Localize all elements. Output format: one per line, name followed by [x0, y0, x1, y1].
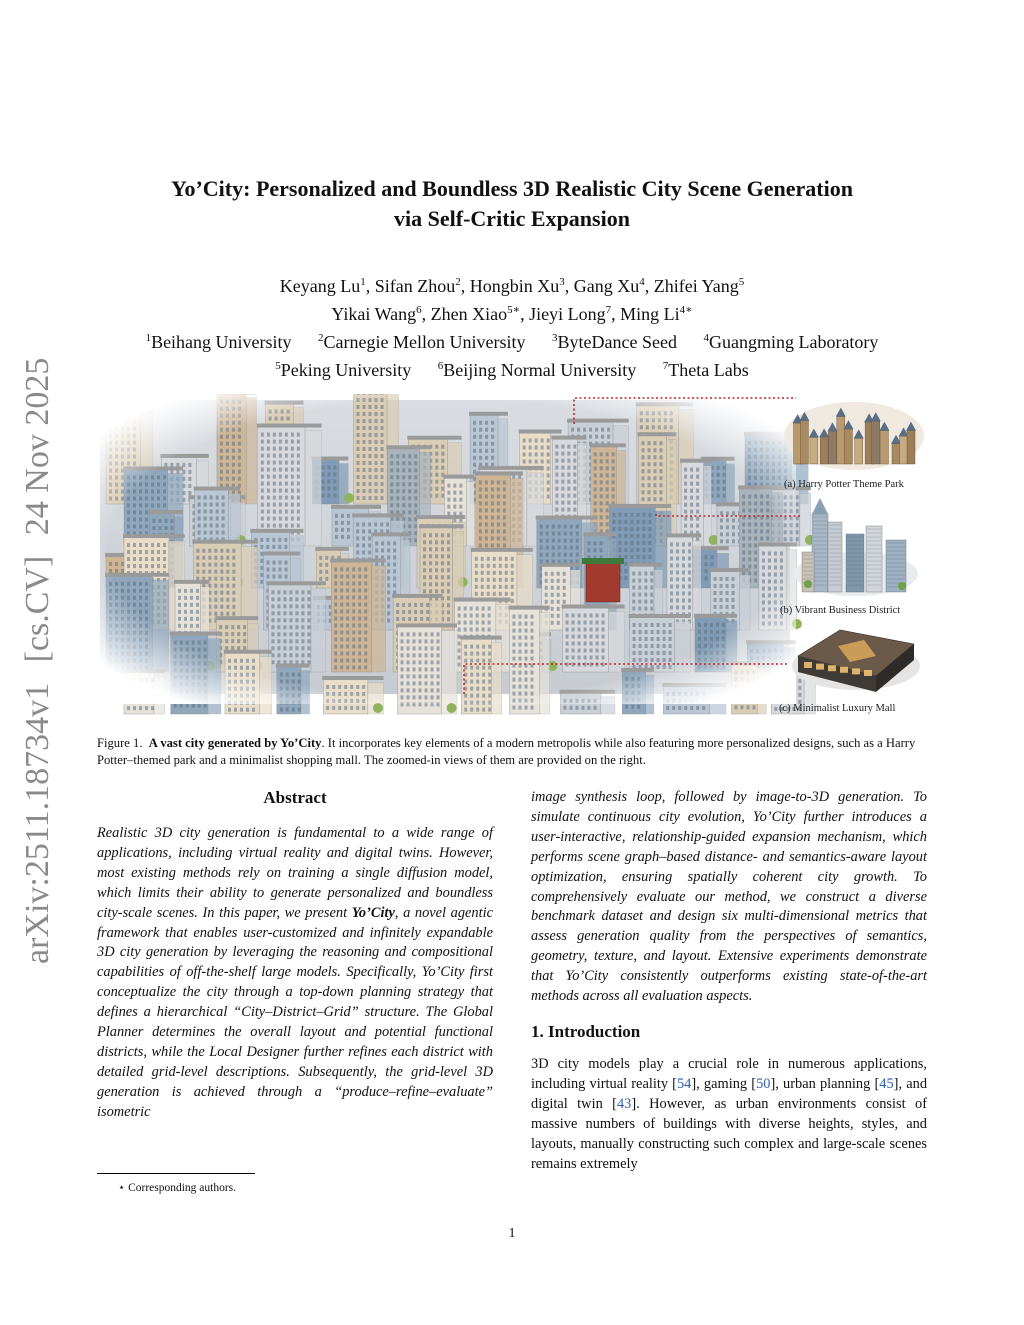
skyscraper	[812, 514, 828, 592]
affil-sup: 2	[318, 332, 324, 344]
author: Gang Xu	[573, 276, 640, 296]
abstract-span: , a novel agentic framework that enables user-customized and infinitely expandable 3D city generation by leveraging the reasoning and compositional capabilities of off-the-shelf large models. Specifically, Yo’City first conceptualize the city through a top-down planning strategy that defines a hierarchical “City–District–Grid” structure. The Global Planner determines the overall layout and potential functional districts, while the Local Designer further refines each district with detailed grid-level descriptions. Subsequently, the grid-level 3D generation is achieved through a “produce–refine–evaluate” isometric	[97, 904, 494, 1120]
inset-label-b: (b) Vibrant Business District	[780, 605, 901, 616]
affiliation: ByteDance Seed	[557, 332, 677, 352]
intro-span: ]. However, as urban environments consist of massive numbers of buildings with diverse heights, styles, and layouts, manually constructing such complex and large-scale scenes remains extremely	[531, 1095, 927, 1172]
author-sup: 2	[455, 276, 461, 288]
affiliation: Guangming Laboratory	[708, 332, 879, 352]
affiliation: Beihang University	[151, 332, 292, 352]
castle-tower	[843, 420, 853, 464]
intro-span: 3D city models play a crucial role in numerous applications, including virtual reality [	[531, 1055, 927, 1092]
figure-1-caption	[97, 735, 927, 769]
mall-window	[840, 667, 848, 673]
page-number: 1	[508, 1226, 516, 1241]
castle-tower	[879, 422, 889, 464]
author-sup: 4∗	[679, 304, 693, 316]
affiliation-line-1	[90, 326, 934, 354]
author: Zhifei Yang	[653, 276, 739, 296]
affil-sup: 6	[437, 360, 444, 372]
skyscraper	[828, 522, 842, 592]
author: Hongbin Xu	[469, 276, 560, 296]
caption-bold: A vast city generated by Yo’City	[148, 736, 322, 750]
author-sup: 3	[559, 276, 565, 288]
affiliation: Beijing Normal University	[443, 360, 637, 380]
mall-window	[864, 670, 872, 676]
author-line-2: Yikai Wang$^6$, Zhen Xiao$^{5∗}$, Jieyi Long$^7$, Ming $Li^{4∗}$	[331, 304, 693, 324]
author-sup: 5	[738, 276, 745, 288]
author-sup: 1	[360, 276, 366, 288]
caption-text: . It incorporates key elements of a modern metropolis while also featuring more personalized designs, such as a Harry Potter–themed park and a minimalist shopping mall. The zoomed-in views of them are provided on the right.	[97, 736, 916, 767]
skyscraper	[846, 534, 864, 592]
affiliation-line-2	[90, 354, 934, 382]
author: Jieyi Long	[529, 304, 606, 324]
paper-title	[90, 174, 934, 234]
introduction-text	[531, 1055, 927, 1174]
tree	[804, 580, 812, 588]
citation-link[interactable]: 50	[756, 1075, 771, 1092]
author-line-1: Keyang Lu$^1$, Sifan Zhou$^2$, Hongbin Xu$^3$, Gang Xu$^4$, Zhifei Yang$^5$	[279, 276, 745, 296]
arxiv-category: [cs.CV]	[19, 555, 56, 663]
affil-sup: 4	[703, 332, 709, 344]
author: Zhen Xiao	[430, 304, 508, 324]
intro-span: ], and digital twin [	[531, 1075, 928, 1112]
abstract-heading: Abstract	[263, 788, 327, 807]
affil-sup: 1	[145, 332, 152, 344]
citation-link[interactable]: 45	[879, 1075, 894, 1092]
abstract-text-part1	[97, 824, 493, 1123]
castle-tower	[871, 412, 881, 464]
citation-link[interactable]: 54	[676, 1075, 692, 1092]
method-name: Yo’City	[351, 904, 395, 921]
arxiv-date: 24 Nov 2025	[19, 357, 56, 536]
castle-tower	[906, 422, 916, 464]
mall-window	[852, 668, 860, 674]
arxiv-id: arXiv:2511.18734v1	[19, 682, 56, 964]
affiliation: Carnegie Mellon University	[323, 332, 526, 352]
tree	[447, 703, 457, 713]
mall-window	[804, 662, 812, 668]
left-column	[97, 788, 493, 1123]
author-sup: 7	[605, 304, 612, 316]
intro-span: ], urban planning [	[770, 1075, 880, 1092]
author: Ming Li	[620, 304, 680, 324]
castle-tower	[799, 412, 809, 464]
figure-1-city-render	[96, 394, 928, 718]
author-sup: 5∗	[507, 304, 521, 316]
caption-prefix: Figure 1.	[97, 736, 143, 750]
author: Yikai Wang	[331, 304, 417, 324]
title-line-1: Yo’City: Personalized and Boundless 3D Realistic City Scene Generation	[171, 176, 853, 201]
author-block	[90, 270, 934, 382]
affil-sup: 5	[275, 360, 281, 372]
affiliation: Theta Labs	[668, 360, 749, 380]
right-column	[531, 788, 927, 1174]
mall-window	[828, 665, 836, 671]
spire	[812, 498, 828, 514]
footnote-rule	[97, 1173, 255, 1174]
affil-sup: 3	[552, 332, 558, 344]
citation-link[interactable]: 43	[616, 1095, 632, 1112]
inset-label-a: (a) Harry Potter Theme Park	[784, 479, 904, 490]
tree	[373, 703, 383, 713]
author: Keyang Lu	[279, 276, 361, 296]
affiliation: Peking University	[280, 360, 412, 380]
affil-sup: 7	[662, 360, 669, 372]
title-line-2: via Self-Critic Expansion	[394, 206, 630, 231]
skyscraper	[866, 526, 882, 592]
mall-window	[816, 664, 824, 670]
author-sup: 6	[416, 304, 422, 316]
author: Sifan Zhou	[374, 276, 456, 296]
tree	[898, 582, 906, 590]
inset-label-c: (c) Minimalist Luxury Mall	[779, 703, 896, 714]
intro-span: ], gaming [	[691, 1075, 757, 1092]
abstract-text-part2: image synthesis loop, followed by image-to-3D generation. To simulate continuous city evolution, Yo’City further introduces a user-interactive, relationship-guided expansion mechanism, which performs scene graph–based distance- and semantics-aware layout optimization, ensuring spatially coherent city growth. To comprehensively evaluate our method, we construct a diverse benchmark dataset and design six multi-dimensional metrics that assess generation quality from the perspectives of semantics, geometry, texture, and layout. Extensive experiments demonstrate that Yo’City consistently outperforms existing state-of-the-art methods across all evaluation aspects.	[531, 789, 927, 1005]
footnote: ⋆ Corresponding authors.	[118, 1182, 237, 1194]
arxiv-stamp	[16, 357, 60, 970]
abstract-span: Realistic 3D city generation is fundamental to a wide range of applications, including virtual reality and digital twins. However, most existing methods rely on training a single diffusion model, which limits their ability to generate personalized and boundless city-scale scenes. In this paper, we present	[97, 825, 493, 921]
introduction-heading: 1. Introduction	[531, 1021, 641, 1041]
city-panorama	[96, 394, 816, 714]
author-sup: 4	[639, 276, 645, 288]
